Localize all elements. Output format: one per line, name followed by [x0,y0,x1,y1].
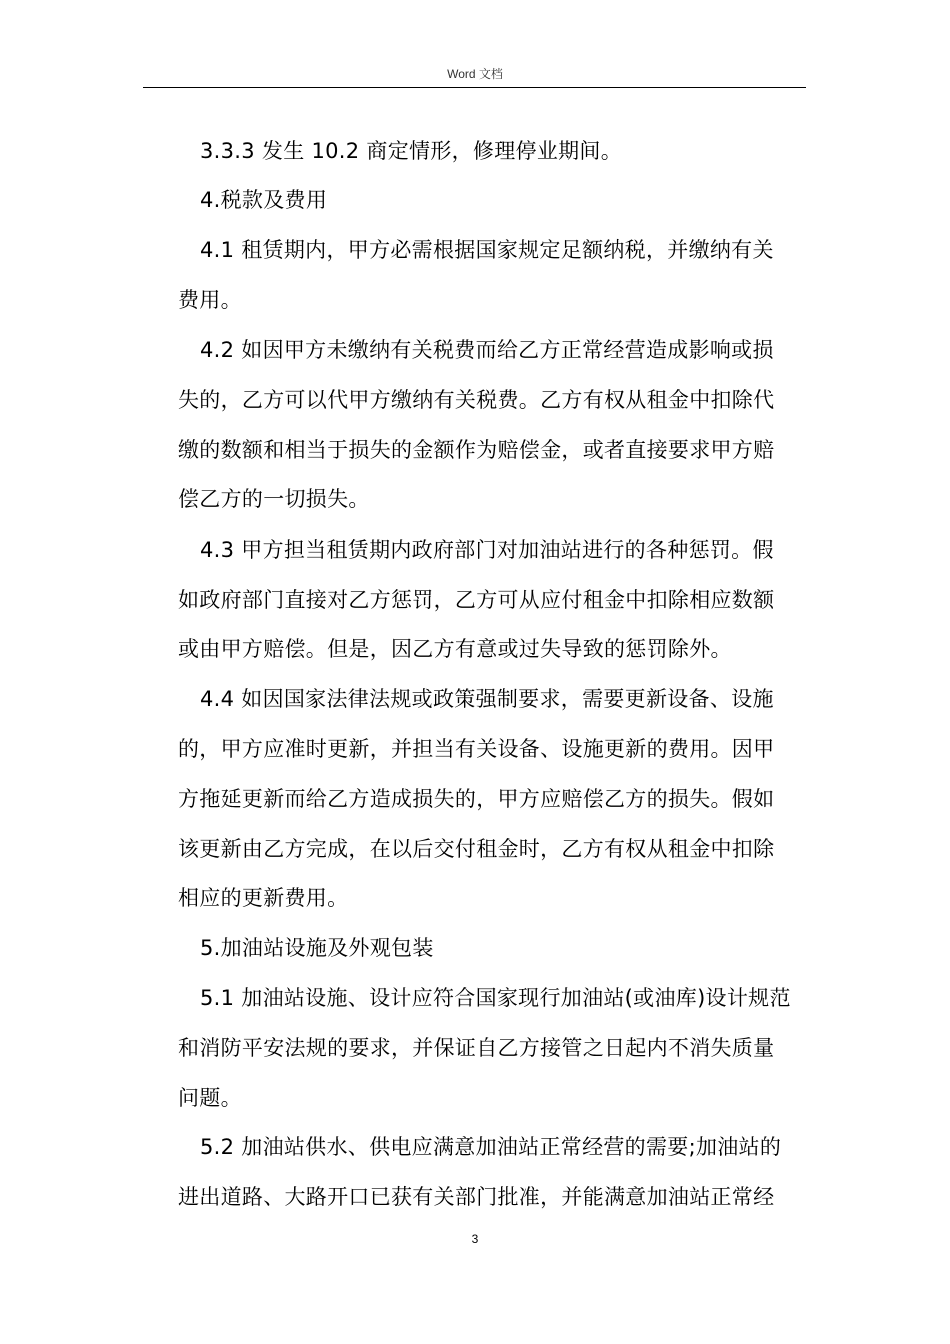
paragraph-line: 5.2 加油站供水、供电应满意加油站正常经营的需要;加油站的 [200,1135,782,1159]
paragraph-line: 和消防平安法规的要求，并保证自乙方接管之日起内不消失质量 [178,1036,775,1060]
paragraph-line: 失的，乙方可以代甲方缴纳有关税费。乙方有权从租金中扣除代 [178,388,775,412]
paragraph-line: 方拖延更新而给乙方造成损失的，甲方应赔偿乙方的损失。假如 [178,787,775,811]
paragraph-line: 问题。 [178,1086,242,1110]
paragraph-line: 费用。 [178,288,242,312]
header-divider [143,87,806,88]
paragraph-line: 偿乙方的一切损失。 [178,487,370,511]
paragraph-line: 5.1 加油站设施、设计应符合国家现行加油站(或油库)设计规范 [200,986,791,1010]
paragraph-line: 相应的更新费用。 [178,886,349,910]
section-heading: 4.税款及费用 [200,188,328,212]
paragraph-line: 该更新由乙方完成，在以后交付租金时，乙方有权从租金中扣除 [178,837,775,861]
paragraph-line: 缴的数额和相当于损失的金额作为赔偿金，或者直接要求甲方赔 [178,438,775,462]
paragraph-line: 进出道路、大路开口已获有关部门批准，并能满意加油站正常经 [178,1185,775,1209]
page-number: 3 [471,1232,479,1246]
paragraph-line: 4.2 如因甲方未缴纳有关税费而给乙方正常经营造成影响或损 [200,338,774,362]
section-heading: 5.加油站设施及外观包装 [200,936,434,960]
paragraph-line: 3.3.3 发生 10.2 商定情形，修理停业期间。 [200,139,623,163]
paragraph-line: 4.4 如因国家法律法规或政策强制要求，需要更新设备、设施 [200,687,774,711]
paragraph-line: 如政府部门直接对乙方惩罚，乙方可从应付租金中扣除相应数额 [178,588,775,612]
paragraph-line: 或由甲方赔偿。但是，因乙方有意或过失导致的惩罚除外。 [178,637,732,661]
paragraph-line: 4.1 租赁期内，甲方必需根据国家规定足额纳税，并缴纳有关 [200,238,774,262]
paragraph-line: 4.3 甲方担当租赁期内政府部门对加油站进行的各种惩罚。假 [200,538,774,562]
paragraph-line: 的，甲方应准时更新，并担当有关设备、设施更新的费用。因甲 [178,737,775,761]
page-header: Word 文档 [447,67,503,81]
